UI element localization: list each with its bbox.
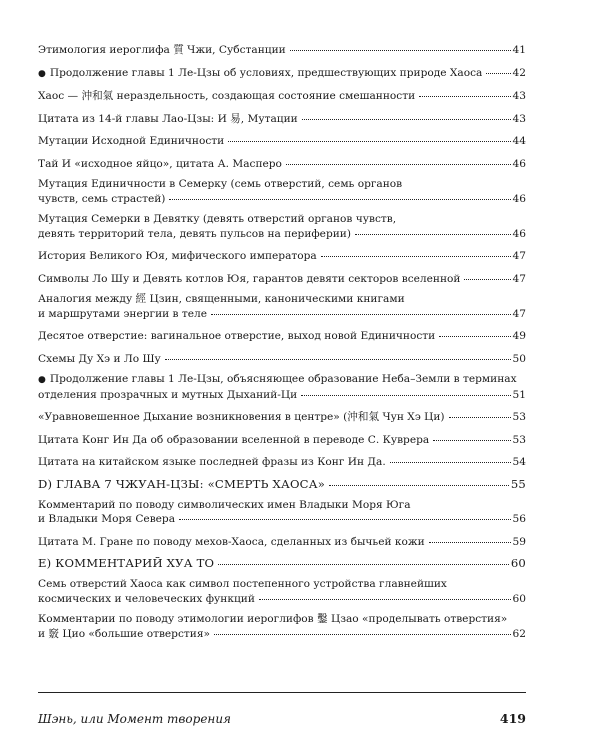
toc-entry-first-line: Комментарий по поводу символических имен Владыки Моря Юга (38, 498, 411, 511)
toc-entry (38, 111, 526, 126)
toc-entry-page: 42 (512, 66, 526, 79)
toc-entry-page: 46 (512, 227, 526, 240)
toc-entry-page: 56 (512, 513, 526, 525)
toc-entry-title: Десятое отверстие: вагинальное отверстие, выход новой Единичности (38, 330, 436, 342)
running-footer-title: Шэнь, или Момент творения (38, 712, 232, 726)
toc-entry (38, 133, 526, 148)
toc-entry (38, 409, 526, 424)
dot-leader (439, 326, 510, 337)
dot-leader (464, 269, 510, 280)
toc-entry-title: и Владыки Моря Севера (38, 513, 176, 525)
dot-leader (390, 452, 511, 463)
dot-leader (486, 63, 510, 74)
toc-section-heading (38, 556, 526, 570)
toc-entry-page: 55 (510, 476, 526, 491)
dot-leader (301, 385, 510, 396)
toc-entry-page: 41 (512, 44, 526, 56)
toc-entry-title: Схемы Ду Хэ и Ло Шу (38, 352, 161, 365)
toc-entry-page: 53 (512, 411, 526, 423)
toc-entry (38, 156, 526, 171)
toc-entry-page: 43 (512, 90, 526, 102)
dot-leader (165, 349, 511, 360)
toc-entry-title: космических и человеческих функций (38, 592, 255, 605)
toc-entry-title: Цитата Конг Ин Да об образовании вселенной в переводе С. Куврера (38, 433, 430, 446)
dot-leader (302, 109, 511, 120)
toc-entry-page: 47 (512, 250, 526, 262)
toc-entry-page: 47 (512, 272, 526, 285)
dot-leader (218, 554, 509, 565)
toc-entry-page: 47 (512, 307, 526, 320)
toc-entry-title: Цитата из 14-й главы Лао-Цзы: И 易, Мутации (38, 112, 298, 125)
toc-section-title: E) КОММЕНТАРИЙ ХУА ТО (38, 557, 215, 570)
toc-entry (38, 499, 526, 526)
footer-divider (38, 692, 526, 693)
toc-entry-title: Мутации Исходной Единичности (38, 135, 225, 147)
toc-entry (38, 271, 526, 286)
toc-entry (38, 373, 526, 401)
toc-entry (38, 213, 526, 240)
toc-entry-page: 60 (510, 556, 526, 570)
dot-leader (214, 624, 511, 635)
toc-entry-page: 62 (512, 627, 526, 640)
toc-entry (38, 351, 526, 366)
dot-leader (286, 154, 511, 165)
toc-entry-first-line: Мутация Единичности в Семерку (семь отверстий, семь органов (38, 178, 403, 190)
toc-entry-first-line: Комментарии по поводу этимологии иероглифов 鑿 Цзао «проделывать отверстия» (38, 613, 508, 625)
toc-entry-page: 50 (512, 352, 526, 365)
toc-entry-first-line: Мутация Семерки в Девятку (девять отверстий органов чувств, (38, 213, 397, 225)
dot-leader (211, 304, 510, 315)
dot-leader (179, 509, 510, 520)
dot-leader (169, 189, 510, 200)
dot-leader (419, 86, 510, 97)
toc-entry-first-line: Продолжение главы 1 Ле-Цзы, объясняющее образование Неба–Земли в терминах (49, 373, 517, 385)
toc-entry (38, 293, 526, 320)
toc-entry-title: отделения прозрачных и мутных Дыханий-Ци (38, 388, 298, 401)
toc-entry (38, 248, 526, 263)
page-number: 419 (499, 711, 526, 726)
dot-leader (429, 532, 511, 543)
dot-leader (329, 475, 509, 486)
table-of-contents (38, 42, 526, 648)
toc-entry-title: чувств, семь страстей) (38, 192, 166, 205)
toc-entry-title: Продолжение главы 1 Ле-Цзы об условиях, предшествующих природе Хаоса (49, 66, 483, 79)
toc-entry-page: 54 (512, 456, 526, 468)
toc-entry (38, 328, 526, 343)
dot-leader (355, 224, 511, 235)
dot-leader (321, 246, 511, 257)
toc-entry-page: 59 (512, 535, 526, 548)
toc-section-title: D) ГЛАВА 7 ЧЖУАН-ЦЗЫ: «СМЕРТЬ ХАОСА» (38, 477, 326, 491)
toc-entry-first-line: Аналогия между 經 Цзин, священными, каноническими книгами (38, 293, 405, 305)
toc-entry (38, 65, 526, 81)
dot-leader (290, 40, 511, 51)
toc-entry-page: 46 (512, 192, 526, 205)
toc-entry-page: 60 (512, 592, 526, 605)
toc-entry (38, 178, 526, 205)
toc-entry-title: Цитата М. Гране по поводу мехов-Хаоса, сделанных из бычьей кожи (38, 535, 425, 548)
toc-entry-title: Этимология иероглифа 質 Чжи, Субстанции (38, 44, 286, 56)
bullet-icon: ● (38, 68, 46, 79)
toc-entry-title: История Великого Юя, мифического императора (38, 250, 317, 262)
toc-entry-title: Тай И «исходное яйцо», цитата А. Масперо (38, 157, 282, 170)
toc-entry (38, 432, 526, 447)
dot-leader (228, 131, 510, 142)
dot-leader (433, 430, 510, 441)
toc-entry-page: 51 (512, 388, 526, 401)
dot-leader (449, 407, 511, 418)
toc-entry-title: и маршрутами энергии в теле (38, 307, 208, 320)
toc-entry-page: 44 (512, 135, 526, 147)
toc-entry-title: Символы Ло Шу и Девять котлов Юя, гарантов девяти секторов вселенной (38, 272, 461, 285)
toc-entry (38, 88, 526, 103)
toc-entry-title: и 竅 Цио «большие отверстия» (38, 627, 210, 640)
toc-section-heading (38, 477, 526, 491)
toc-entry-page: 53 (512, 433, 526, 446)
toc-entry-page: 49 (512, 330, 526, 342)
toc-entry-title: «Уравновешенное Дыхание возникновения в центре» (沖和氣 Чун Хэ Ци) (38, 411, 445, 423)
toc-entry-title: Хаос — 沖和氣 нераздельность, создающая состояние смешанности (38, 90, 416, 102)
bullet-icon: ● (38, 375, 46, 385)
toc-entry (38, 42, 526, 57)
toc-entry (38, 578, 526, 605)
toc-entry-page: 46 (512, 157, 526, 170)
toc-entry-first-line: Семь отверстий Хаоса как символ постепенного устройства главнейших (38, 578, 447, 590)
toc-entry-title: девять территорий тела, девять пульсов на периферии) (38, 227, 351, 240)
dot-leader (259, 589, 511, 600)
toc-entry (38, 534, 526, 549)
toc-entry-page: 43 (512, 112, 526, 125)
toc-entry-title: Цитата на китайском языке последней фразы из Конг Ин Да. (38, 456, 386, 468)
toc-entry (38, 454, 526, 469)
toc-entry (38, 613, 526, 640)
